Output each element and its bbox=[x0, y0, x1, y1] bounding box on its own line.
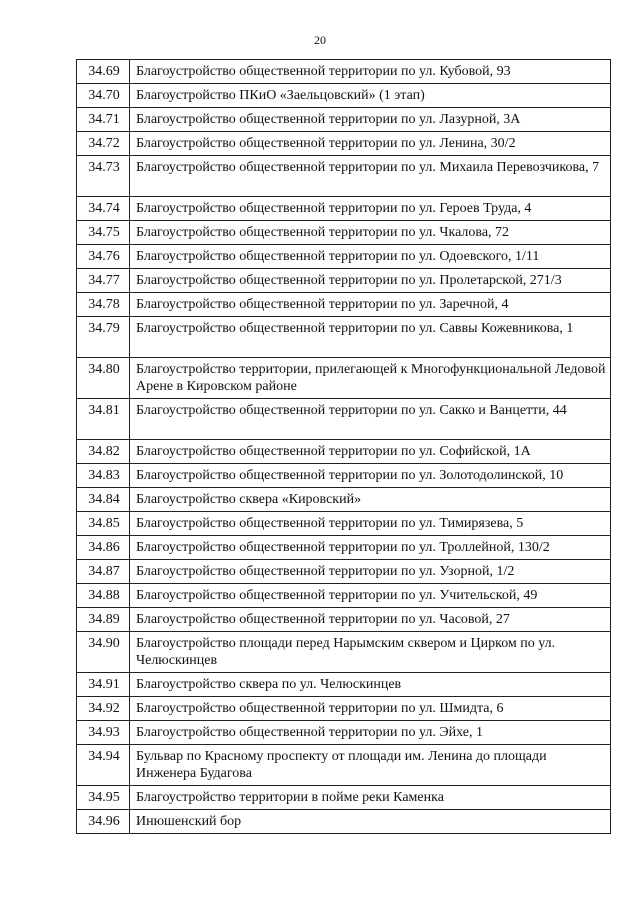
row-text: Благоустройство общественной территории по ул. Учительской, 49 bbox=[130, 584, 611, 608]
table-row bbox=[77, 488, 611, 512]
row-number: 34.93 bbox=[77, 721, 130, 745]
row-number: 34.88 bbox=[77, 584, 130, 608]
row-text: Благоустройство площади перед Нарымским сквером и Цирком по ул. Челюскинцев bbox=[130, 632, 611, 673]
table-row bbox=[77, 440, 611, 464]
table-row bbox=[77, 221, 611, 245]
row-number: 34.70 bbox=[77, 84, 130, 108]
row-number: 34.96 bbox=[77, 810, 130, 834]
table-row bbox=[77, 697, 611, 721]
row-number: 34.94 bbox=[77, 745, 130, 786]
row-text: Благоустройство общественной территории по ул. Саввы Кожевникова, 1 bbox=[130, 317, 611, 358]
row-text: Благоустройство общественной территории по ул. Пролетарской, 271/3 bbox=[130, 269, 611, 293]
document-table bbox=[76, 59, 611, 834]
row-number: 34.75 bbox=[77, 221, 130, 245]
row-text: Благоустройство общественной территории по ул. Заречной, 4 bbox=[130, 293, 611, 317]
row-number: 34.91 bbox=[77, 673, 130, 697]
row-text: Благоустройство общественной территории по ул. Тимирязева, 5 bbox=[130, 512, 611, 536]
row-text: Благоустройство общественной территории по ул. Троллейной, 130/2 bbox=[130, 536, 611, 560]
row-number: 34.83 bbox=[77, 464, 130, 488]
row-text: Благоустройство общественной территории по ул. Сакко и Ванцетти, 44 bbox=[130, 399, 611, 440]
row-text: Благоустройство общественной территории по ул. Шмидта, 6 bbox=[130, 697, 611, 721]
table-row bbox=[77, 197, 611, 221]
table-row bbox=[77, 269, 611, 293]
table-row bbox=[77, 810, 611, 834]
row-number: 34.78 bbox=[77, 293, 130, 317]
table-row bbox=[77, 317, 611, 358]
table-row bbox=[77, 673, 611, 697]
table-row bbox=[77, 464, 611, 488]
row-number: 34.87 bbox=[77, 560, 130, 584]
table-row bbox=[77, 399, 611, 440]
row-text: Благоустройство общественной территории по ул. Часовой, 27 bbox=[130, 608, 611, 632]
row-text: Благоустройство территории в пойме реки Каменка bbox=[130, 786, 611, 810]
row-number: 34.74 bbox=[77, 197, 130, 221]
page-number: 20 bbox=[314, 33, 326, 47]
row-text: Благоустройство общественной территории по ул. Лазурной, 3А bbox=[130, 108, 611, 132]
row-number: 34.82 bbox=[77, 440, 130, 464]
row-number: 34.84 bbox=[77, 488, 130, 512]
row-text: Благоустройство общественной территории по ул. Михаила Перевозчикова, 7 bbox=[130, 156, 611, 197]
table-row bbox=[77, 132, 611, 156]
row-text: Бульвар по Красному проспекту от площади им. Ленина до площади Инженера Будагова bbox=[130, 745, 611, 786]
table-row bbox=[77, 536, 611, 560]
table-row bbox=[77, 608, 611, 632]
row-number: 34.95 bbox=[77, 786, 130, 810]
table-row bbox=[77, 721, 611, 745]
row-text: Благоустройство общественной территории по ул. Героев Труда, 4 bbox=[130, 197, 611, 221]
row-text: Благоустройство общественной территории по ул. Эйхе, 1 bbox=[130, 721, 611, 745]
table-row bbox=[77, 786, 611, 810]
row-text: Благоустройство сквера «Кировский» bbox=[130, 488, 611, 512]
row-text: Благоустройство общественной территории по ул. Одоевского, 1/11 bbox=[130, 245, 611, 269]
row-text: Благоустройство ПКиО «Заельцовский» (1 этап) bbox=[130, 84, 611, 108]
row-number: 34.73 bbox=[77, 156, 130, 197]
row-text: Благоустройство общественной территории по ул. Софийской, 1А bbox=[130, 440, 611, 464]
table-row bbox=[77, 293, 611, 317]
row-number: 34.76 bbox=[77, 245, 130, 269]
table-row bbox=[77, 512, 611, 536]
row-text: Благоустройство общественной территории по ул. Ленина, 30/2 bbox=[130, 132, 611, 156]
row-number: 34.86 bbox=[77, 536, 130, 560]
row-number: 34.71 bbox=[77, 108, 130, 132]
table-row bbox=[77, 60, 611, 84]
table-row bbox=[77, 108, 611, 132]
row-number: 34.79 bbox=[77, 317, 130, 358]
row-number: 34.85 bbox=[77, 512, 130, 536]
table-row bbox=[77, 745, 611, 786]
row-number: 34.72 bbox=[77, 132, 130, 156]
table-row bbox=[77, 245, 611, 269]
row-number: 34.69 bbox=[77, 60, 130, 84]
row-text: Благоустройство сквера по ул. Челюскинцев bbox=[130, 673, 611, 697]
row-text: Инюшенский бор bbox=[130, 810, 611, 834]
table-row bbox=[77, 584, 611, 608]
row-number: 34.77 bbox=[77, 269, 130, 293]
table-row bbox=[77, 358, 611, 399]
row-number: 34.81 bbox=[77, 399, 130, 440]
row-text: Благоустройство общественной территории по ул. Золотодолинской, 10 bbox=[130, 464, 611, 488]
row-text: Благоустройство общественной территории по ул. Узорной, 1/2 bbox=[130, 560, 611, 584]
row-number: 34.89 bbox=[77, 608, 130, 632]
table-row bbox=[77, 84, 611, 108]
table-row bbox=[77, 560, 611, 584]
table-row bbox=[77, 632, 611, 673]
row-number: 34.92 bbox=[77, 697, 130, 721]
row-text: Благоустройство общественной территории по ул. Чкалова, 72 bbox=[130, 221, 611, 245]
row-text: Благоустройство общественной территории по ул. Кубовой, 93 bbox=[130, 60, 611, 84]
table-row bbox=[77, 156, 611, 197]
row-text: Благоустройство территории, прилегающей к Многофункциональной Ледовой Арене в Кировском районе bbox=[130, 358, 611, 399]
row-number: 34.80 bbox=[77, 358, 130, 399]
row-number: 34.90 bbox=[77, 632, 130, 673]
